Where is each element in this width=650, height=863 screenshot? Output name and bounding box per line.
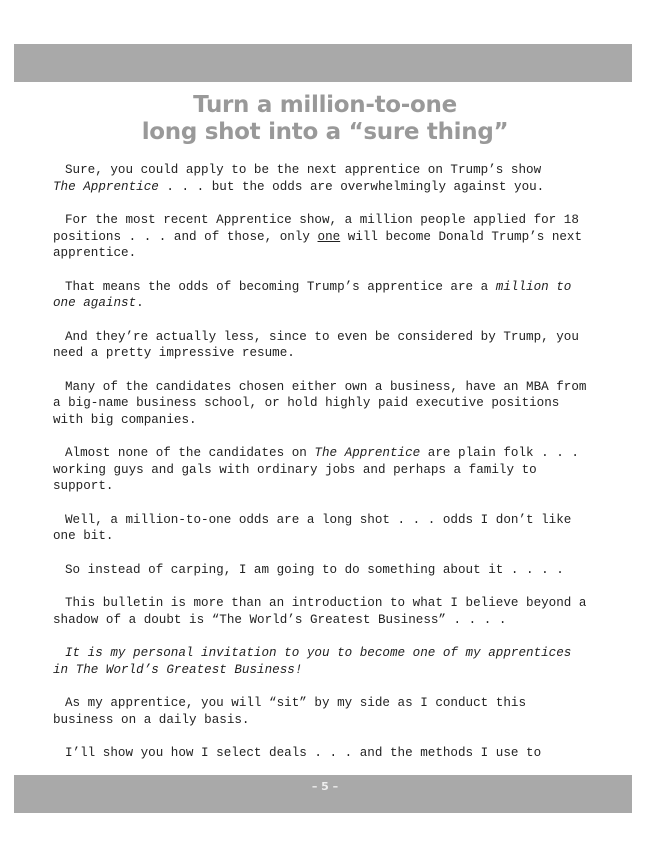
paragraph-12: I’ll show you how I select deals . . . and the methods I use to <box>65 746 542 760</box>
title-line-1: Turn a million-to-one <box>193 92 457 118</box>
paragraph-10: It is my personal invitation to you to become one of my apprentices in The World’s Greatest Business! <box>53 646 572 677</box>
paragraph-3: That means the odds of becoming Trump’s apprentice are a million to one against. <box>53 279 572 310</box>
paragraph-2: For the most recent Apprentice show, a million people applied for 18 positions . . . and of those, only one will become Donald Trump’s next apprentice. <box>53 213 583 260</box>
page-number: – 5 – <box>311 780 339 793</box>
paragraph-6: Almost none of the candidates on The Apprentice are plain folk . . . working guys and gals with ordinary jobs and perhaps a family to support. <box>53 446 579 493</box>
paragraph-4: And they’re actually less, since to even be considered by Trump, you need a pretty impressive resume. <box>53 329 579 360</box>
page-title <box>0 92 650 146</box>
paragraph-11: As my apprentice, you will “sit” by my side as I conduct this business on a daily basis. <box>53 696 527 727</box>
paragraph-5: Many of the candidates chosen either own a business, have an MBA from a big-name business school, or hold highly paid executive positions with big companies. <box>53 379 587 427</box>
paragraph-1: Sure, you could apply to be the next apprentice on Trump’s show The Apprentice . . . but the odds are overwhelmingly against you. <box>53 163 545 194</box>
paragraph-7: Well, a million-to-one odds are a long shot . . . odds I don’t like one bit. <box>53 512 572 543</box>
header-band <box>14 44 632 82</box>
title-line-2: long shot into a “sure thing” <box>141 119 509 145</box>
body-text <box>53 162 593 779</box>
paragraph-8: So instead of carping, I am going to do something about it . . . . <box>65 562 564 577</box>
paragraph-9: This bulletin is more than an introduction to what I believe beyond a shadow of a doubt is “The World’s Greatest Business” . . . . <box>53 596 587 627</box>
